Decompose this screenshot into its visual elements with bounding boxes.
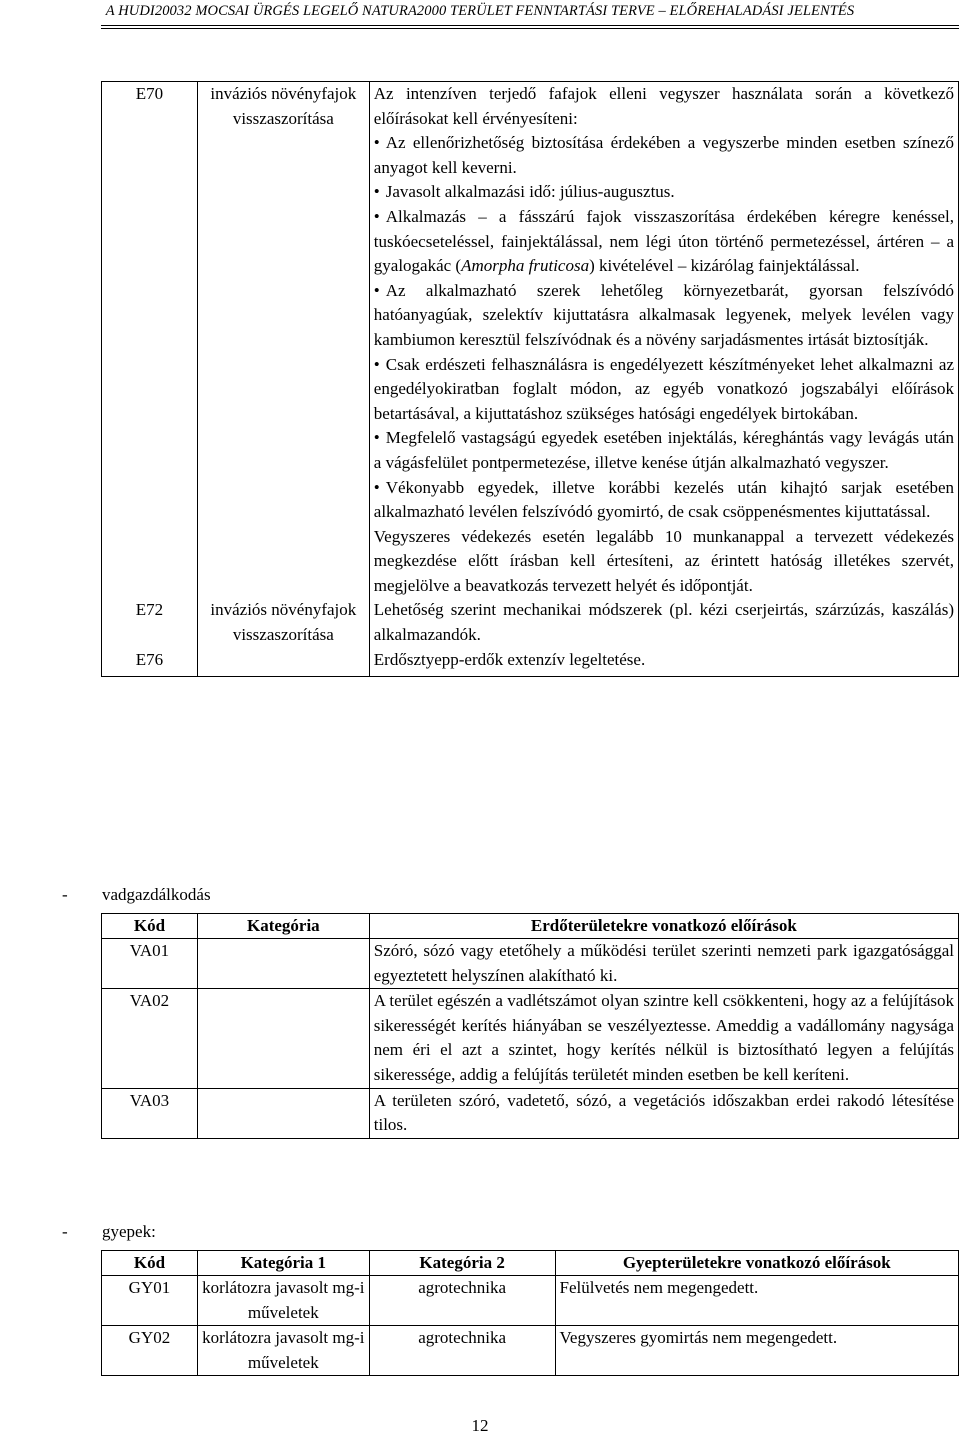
table-header-row [102, 914, 959, 939]
bullet-item: • Megfelelő vastagságú egyedek esetében injektálás, kéreghántás vagy levágás után a vágásfelület pontpermetezése, illetve kenése útján alkalmazható vegyszer. [374, 426, 954, 475]
description-cell: Vegyszeres gyomirtás nem megengedett. [555, 1326, 958, 1376]
description-cell: Felülvetés nem megengedett. [555, 1276, 958, 1326]
column-header: Erdőterületekre vonatkozó előírások [369, 914, 958, 939]
running-header: A HUDI20032 MOCSAI ÜRGÉS LEGELŐ NATURA2000 TERÜLET FENNTARTÁSI TERVE – ELŐREHALADÁSI JELENTÉS [105, 3, 855, 19]
wildlife-table [101, 913, 959, 1139]
bullet-item: • Az ellenőrizhetőség biztosítása érdekében a vegyszerbe minden esetben színező anyagot kell keverni. [374, 131, 954, 180]
code-cell: VA01 [102, 939, 198, 989]
column-header: Kategória 2 [369, 1251, 555, 1276]
code-cell: GY01 [102, 1276, 198, 1326]
description-cell: A terület egészén a vadlétszámot olyan szintre kell csökkenteni, hogy az a felújítások sikerességét kerítés hiányában se veszélyeztesse. Ameddig a vadállomány nagysága nem éri el azt a szintet, hogy kerítés nélkül is biztosítható legyen a felújítás sikeressége, addig a felújítás területét minden esetben be kell keríteni. [369, 989, 958, 1088]
table-row [102, 1276, 959, 1326]
page-number: 12 [471, 1416, 489, 1435]
bullet-item: • Az alkalmazható szerek lehetőleg környezetbarát, gyorsan felszívódó hatóanyagúak, szelektív kijuttatásra alkalmasak legyenek, melyek levélen vagy kambiumon keresztül felszívódnak és a növény sarjadásmentes irtását biztosítják. [374, 279, 954, 353]
category-cell [197, 989, 369, 1088]
intro-text: Az intenzíven terjedő fafajok elleni vegyszer használata során a következő előírásokat kell érvényesíteni: [373, 84, 954, 128]
table-row [102, 1088, 959, 1138]
description-cell: Szóró, sózó vagy etetőhely a működési terület szerinti nemzeti park igazgatósággal egyeztetett helyszínen alakítható ki. [369, 939, 958, 989]
grassland-table [101, 1250, 959, 1376]
column-header: Gyepterületekre vonatkozó előírások [555, 1251, 958, 1276]
code-cell: GY02 [102, 1326, 198, 1376]
bullet-item: • Alkalmazás – a fásszárú fajok visszaszorítása érdekében kéregre kenéssel, tuskóecseteléssel, fainjektálással, nem légi úton történő permetezéssel, ártéren – a gyalogakác (Amorpha fruticosa) kivételével – kizárólag fainjektálással. [374, 205, 954, 279]
table-row [102, 1326, 959, 1376]
category-cell: inváziós növényfajok visszaszorítása [197, 598, 369, 647]
latin-name: Amorpha fruticosa [461, 256, 590, 276]
description-cell [369, 82, 958, 599]
column-header: Kód [102, 914, 198, 939]
category-cell: inváziós növényfajok visszaszorítása [197, 82, 369, 599]
section-heading-wildlife: - vadgazdálkodás [62, 885, 211, 904]
bullet-item: • Vékonyabb egyedek, illetve korábbi kezelés után kihajtó sarjak esetében alkalmazható levélen felszívódó gyomirtó, de csak csöppenésmentes kijuttatással. [374, 476, 954, 525]
code-cell: VA02 [102, 989, 198, 1088]
description-cell: Lehetőség szerint mechanikai módszerek (pl. kézi cserjeirtás, szárzúzás, kaszálás) alkalmazandók. [369, 598, 958, 647]
table-row [102, 989, 959, 1088]
table-row [102, 598, 959, 647]
table-row [102, 939, 959, 989]
category1-cell: korlátozra javasolt mg-i műveletek [197, 1326, 369, 1376]
code-cell: E72 [102, 598, 198, 647]
category2-cell: agrotechnika [369, 1326, 555, 1376]
column-header: Kategória [197, 914, 369, 939]
closing-text: Vegyszeres védekezés esetén legalább 10 munkanappal a tervezett védekezés megkezdése előtt írásban kell értesíteni, az érintett hatóság illetékes szervét, megjelölve a beavatkozás tervezett helyét és időpontját. [373, 526, 954, 595]
code-cell: E76 [102, 648, 198, 677]
table-header-row [102, 1251, 959, 1276]
section-heading-grassland: - gyepek: [62, 1222, 156, 1241]
table-row [102, 82, 959, 599]
header-rule-double [101, 28, 959, 29]
table-row [102, 648, 959, 677]
category-cell [197, 1088, 369, 1138]
category-cell [197, 939, 369, 989]
category2-cell: agrotechnika [369, 1276, 555, 1326]
code-cell: E70 [102, 82, 198, 599]
column-header: Kategória 1 [197, 1251, 369, 1276]
header-rule [101, 25, 959, 26]
code-cell: VA03 [102, 1088, 198, 1138]
category-cell [197, 648, 369, 677]
bullet-item: • Javasolt alkalmazási idő: július-augusztus. [374, 180, 954, 205]
column-header: Kód [102, 1251, 198, 1276]
description-cell: Erdősztyepp-erdők extenzív legeltetése. [369, 648, 958, 677]
forest-measures-table [101, 81, 959, 677]
category1-cell: korlátozra javasolt mg-i műveletek [197, 1276, 369, 1326]
bullet-item: • Csak erdészeti felhasználásra is engedélyezett készítményeket lehet alkalmazni az engedélyokiratban foglalt módon, az egyéb vonatkozó jogszabályi előírások betartásával, a kijuttatáshoz szükséges hatósági engedélyek birtokában. [374, 353, 954, 427]
description-cell: A területen szóró, vadetető, sózó, a vegetációs időszakban erdei rakodó létesítése tilos. [369, 1088, 958, 1138]
